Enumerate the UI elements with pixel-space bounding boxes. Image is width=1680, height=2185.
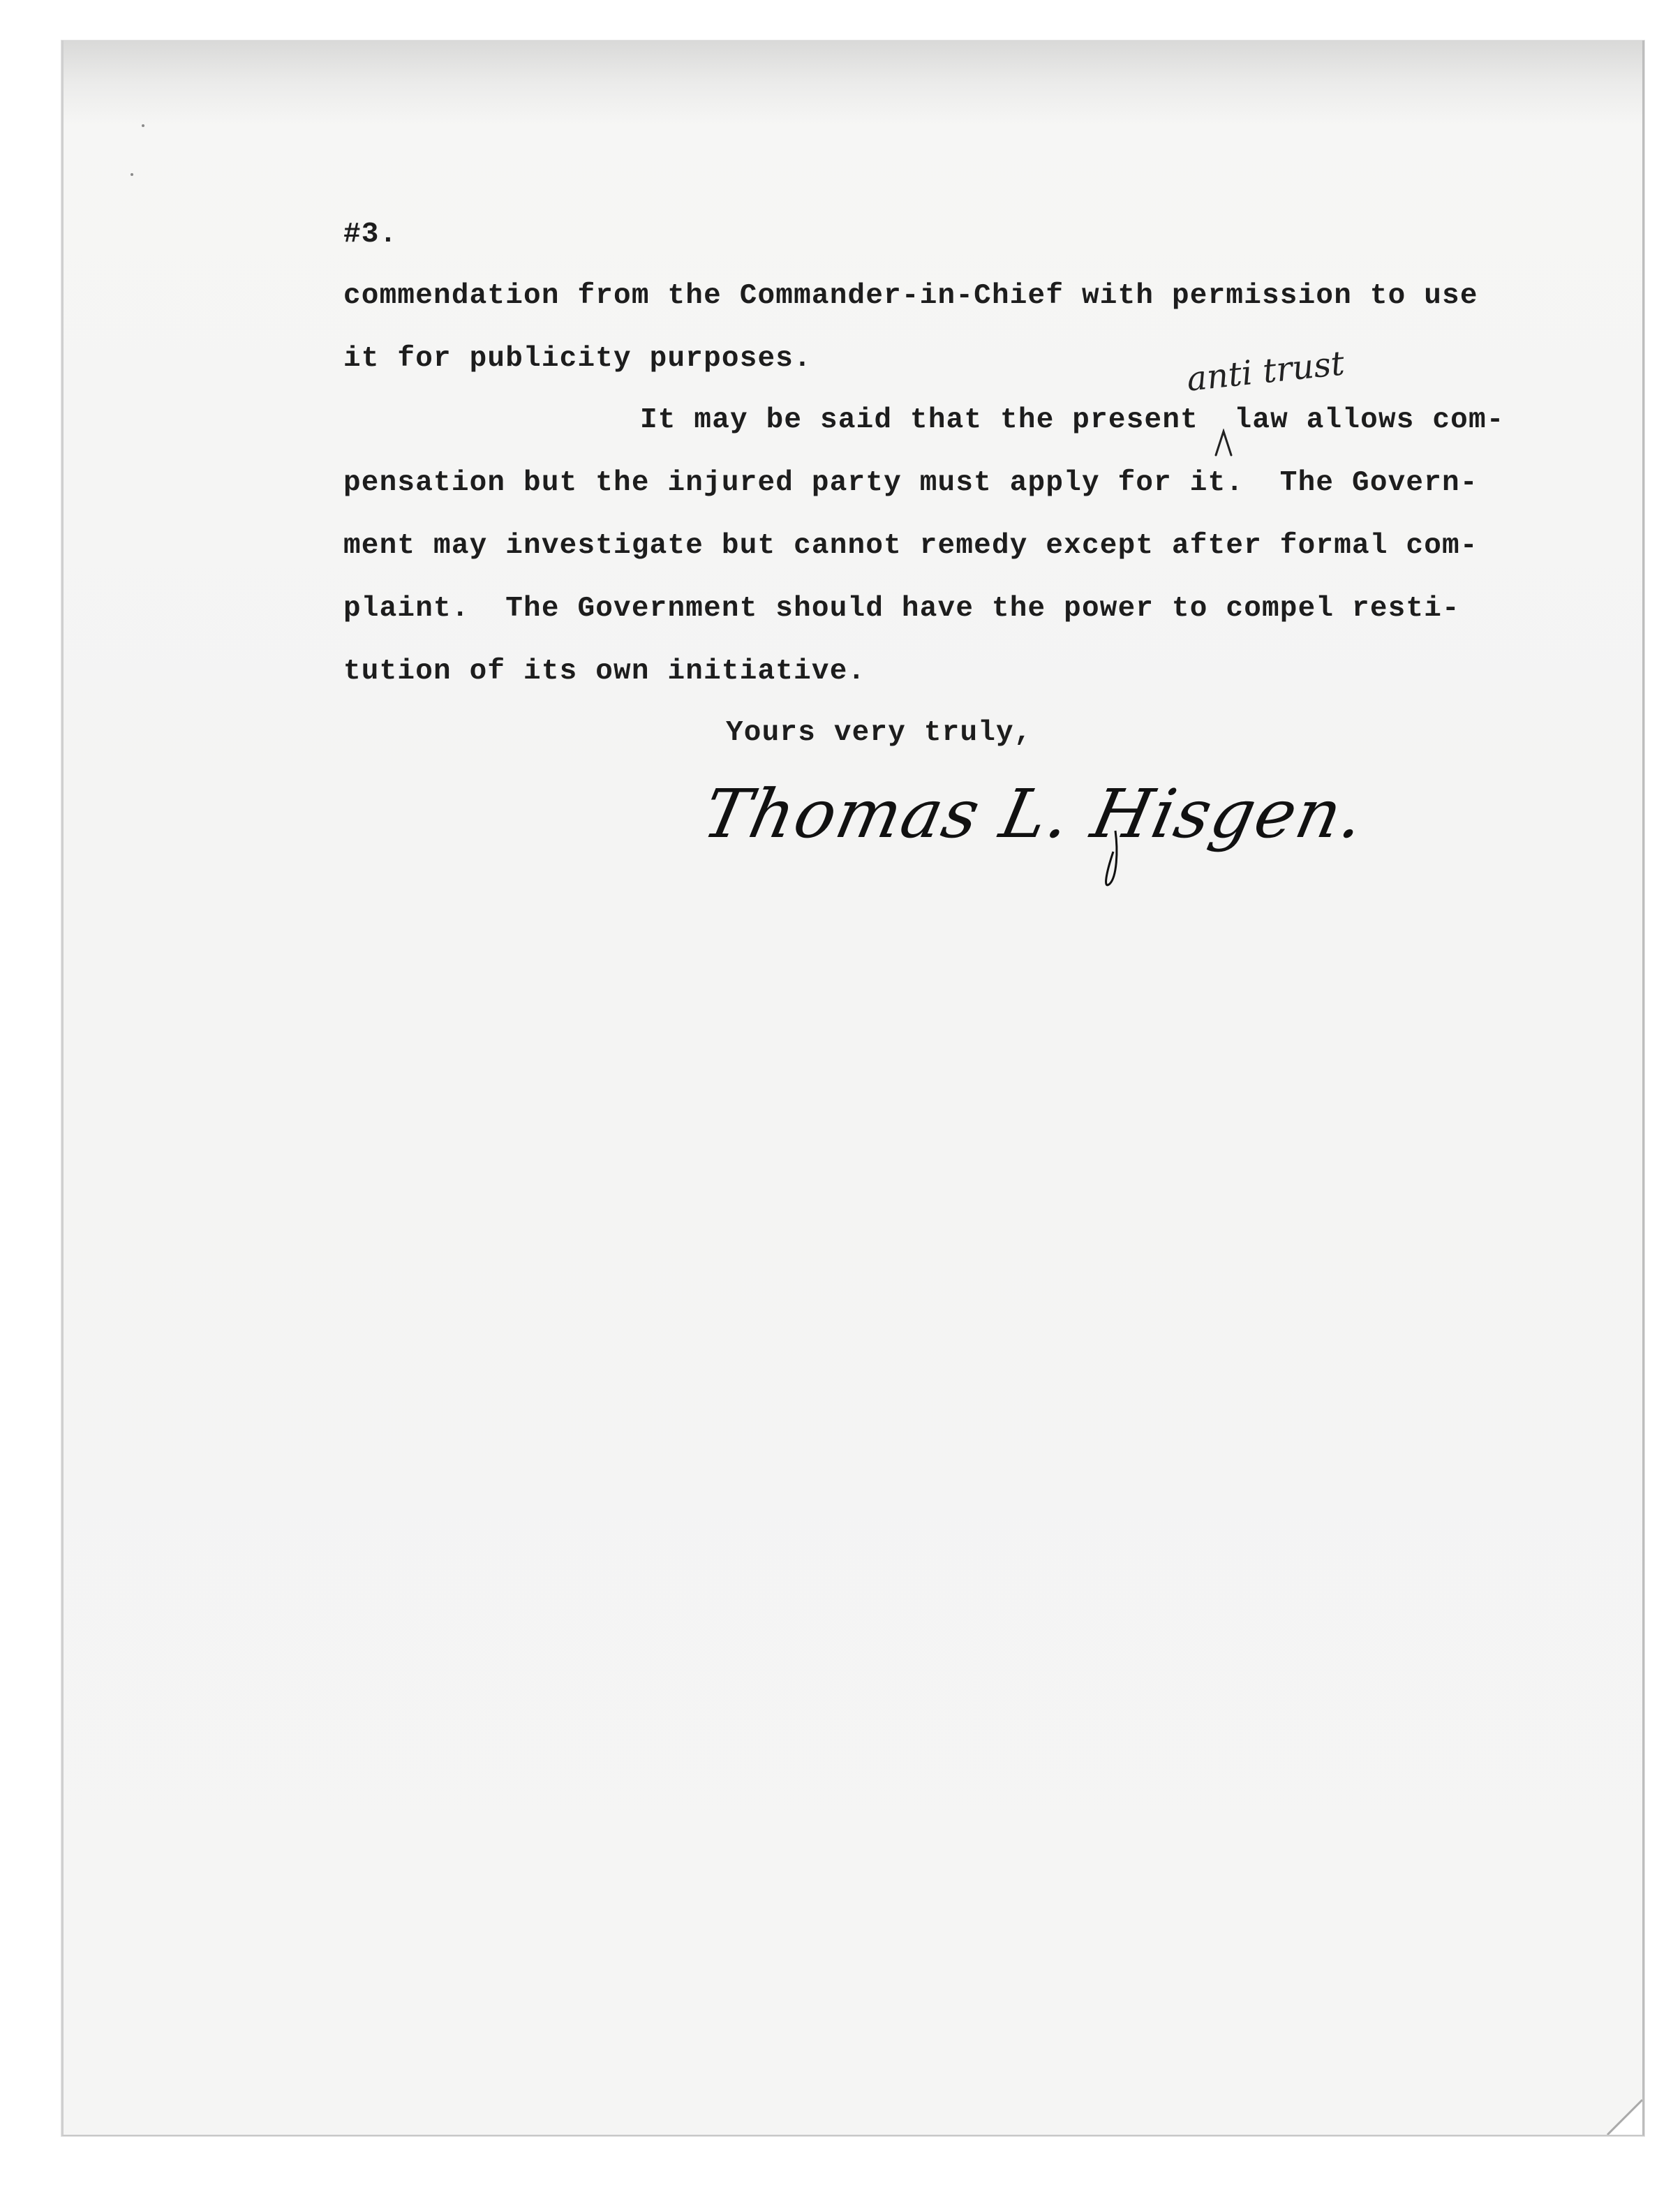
body-line: It may be said that the present law allows com-	[640, 404, 1505, 436]
body-line: commendation from the Commander-in-Chief with permission to use	[343, 280, 1478, 312]
signature-flourish-icon	[705, 747, 1305, 887]
signature	[697, 747, 1373, 887]
closing-salutation: Yours very truly,	[726, 717, 1032, 749]
handwritten-insertion: anti trust	[1184, 343, 1346, 399]
body-line: ment may investigate but cannot remedy except after formal com-	[343, 530, 1478, 562]
letter-page	[61, 40, 1644, 2136]
signature-text: Thomas L. Hisgen.	[697, 775, 1373, 853]
insertion-caret-icon	[1213, 429, 1234, 457]
paper-speck	[131, 173, 133, 176]
body-line: plaint. The Government should have the power to compel resti-	[343, 593, 1460, 625]
page-number: #3.	[343, 218, 398, 251]
page-corner-fold-icon	[1600, 2093, 1642, 2135]
body-line: it for publicity purposes.	[343, 343, 812, 375]
paper-speck	[142, 124, 144, 127]
body-line: tution of its own initiative.	[343, 656, 866, 688]
body-line: pensation but the injured party must apply for it. The Govern-	[343, 467, 1478, 499]
